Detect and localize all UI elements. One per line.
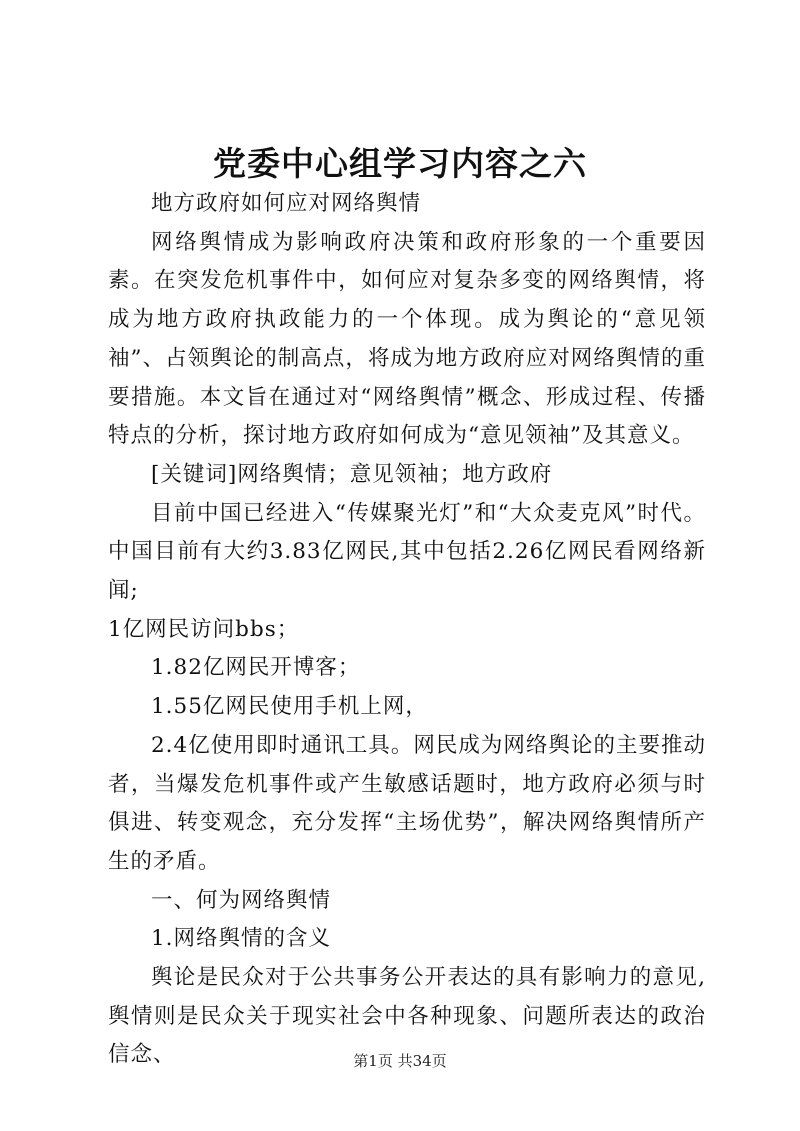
- paragraph-definition: 舆论是民众对于公共事务公开表达的具有影响力的意见,舆情则是民众关于现实社会中各种现象、问题所表达的政治信念、: [108, 965, 706, 1068]
- document-body: [108, 185, 706, 1075]
- paragraph-intro: 目前中国已经进入“传媒聚光灯”和“大众麦克风”时代。中国目前有大约3.83亿网民,其中包括2.26亿网民看网络新闻;: [108, 500, 706, 604]
- paragraph-mobile: 1.55亿网民使用手机上网，: [151, 694, 428, 720]
- page-footer: 第1页 共34页: [353, 1052, 447, 1070]
- subsection-heading-1-1: 1.网络舆情的含义: [151, 926, 332, 952]
- paragraph-blog: 1.82亿网民开博客；: [151, 655, 361, 681]
- paragraph-im: 2.4亿使用即时通讯工具。网民成为网络舆论的主要推动者，当爆发危机事件或产生敏感话题时，地方政府必须与时俱进、转变观念，充分发挥“主场优势”，解决网络舆情所产生的矛盾。: [108, 732, 706, 874]
- section-heading-1: 一、何为网络舆情: [151, 887, 332, 913]
- paragraph-keywords: [关键词]网络舆情；意见领袖；地方政府: [151, 461, 553, 487]
- paragraph-subtitle: 地方政府如何应对网络舆情: [151, 191, 422, 216]
- paragraph-abstract: 网络舆情成为影响政府决策和政府形象的一个重要因素。在突发危机事件中，如何应对复杂多变的网络舆情，将成为地方政府执政能力的一个体现。成为舆论的“意见领袖”、占领舆论的制高点，将成为地方政府应对网络舆情的重要措施。本文旨在通过对“网络舆情”概念、形成过程、传播特点的分析，探讨地方政府如何成为“意见领袖”及其意义。: [108, 229, 706, 449]
- paragraph-bbs: 1亿网民访问bbs；: [108, 616, 300, 642]
- document-title: 党委中心组学习内容之六: [213, 144, 587, 183]
